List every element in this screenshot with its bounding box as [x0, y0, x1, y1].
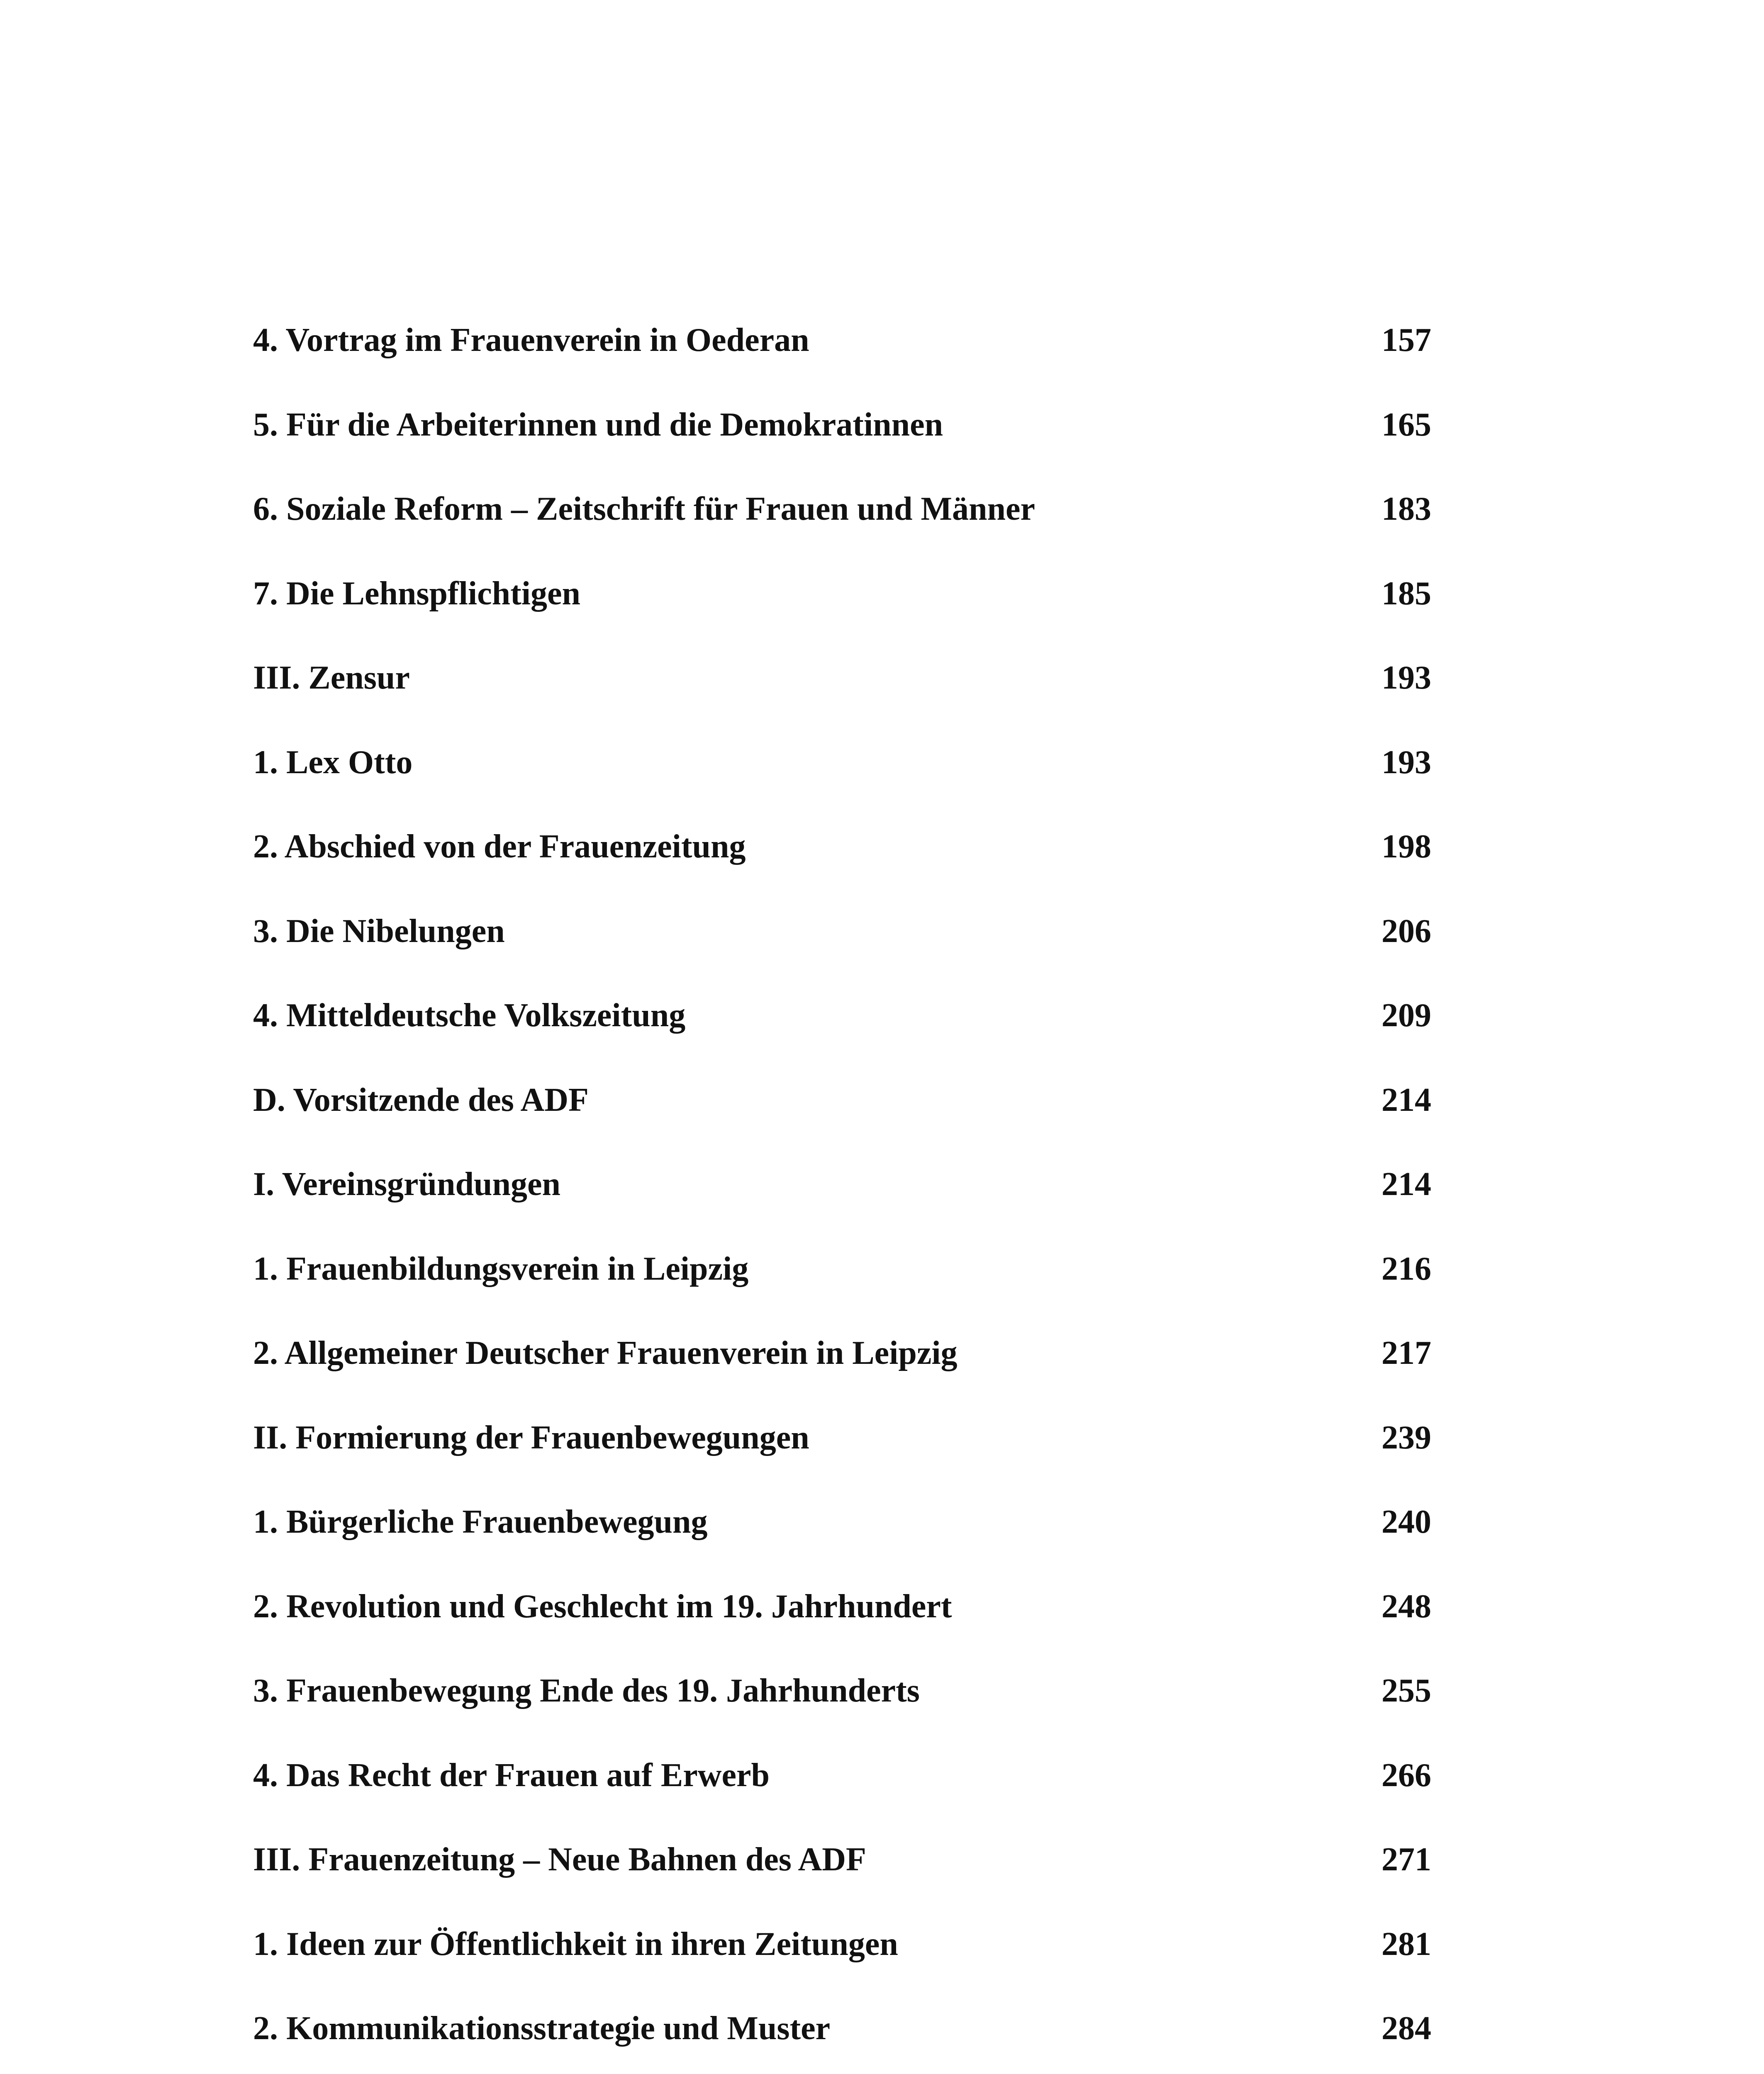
- toc-entry-title: 3. Frauenbewegung Ende des 19. Jahrhunderts: [253, 1672, 920, 1709]
- toc-entry-title: 3. Die Nibelungen: [253, 913, 505, 949]
- toc-entry: [253, 1573, 1431, 1658]
- toc-entry-title: 2. Kommunikationsstrategie und Muster: [253, 2010, 831, 2047]
- toc-entry: [253, 392, 1431, 476]
- toc-entry-title: 1. Lex Otto: [253, 744, 413, 781]
- toc-entry-page: 185: [1381, 575, 1431, 612]
- toc-entry: [253, 1236, 1431, 1320]
- toc-entry-title: 2. Abschied von der Frauenzeitung: [253, 828, 746, 865]
- toc-entry-title: 1. Bürgerliche Frauenbewegung: [253, 1504, 708, 1540]
- toc-entry-page: 255: [1381, 1672, 1431, 1709]
- toc-entry-page: 216: [1381, 1250, 1431, 1287]
- toc-entry: [253, 1826, 1431, 1911]
- toc-entry: [253, 1489, 1431, 1573]
- toc-entry-page: 157: [1381, 322, 1431, 358]
- toc-entry-page: 239: [1381, 1419, 1431, 1456]
- toc-entry-page: 193: [1381, 744, 1431, 781]
- toc-entry-title: D. Vorsitzende des ADF: [253, 1081, 589, 1118]
- toc-entry-title: 4. Das Recht der Frauen auf Erwerb: [253, 1757, 770, 1794]
- toc-entry-title: 7. Die Lehnspflichtigen: [253, 575, 580, 612]
- toc-entry-page: 198: [1381, 828, 1431, 865]
- toc-entry-page: 240: [1381, 1504, 1431, 1540]
- toc-entry: [253, 898, 1431, 983]
- toc-entry-page: 266: [1381, 1757, 1431, 1794]
- toc-entry: [253, 1405, 1431, 1489]
- toc-entry-page: 271: [1381, 1841, 1431, 1878]
- toc-entry: [253, 307, 1431, 392]
- toc-entry-page: 165: [1381, 406, 1431, 443]
- toc-entry-title: 1. Ideen zur Öffentlichkeit in ihren Zeitungen: [253, 1926, 898, 1962]
- toc-entry: [253, 560, 1431, 645]
- toc-entry-title: 4. Vortrag im Frauenverein in Oederan: [253, 322, 809, 358]
- toc-entry-page: 206: [1381, 913, 1431, 949]
- toc-entry: [253, 645, 1431, 729]
- toc-entry: [253, 1067, 1431, 1151]
- toc-entry-page: 281: [1381, 1926, 1431, 1962]
- toc-entry-page: 209: [1381, 997, 1431, 1034]
- toc-entry-page: 284: [1381, 2010, 1431, 2047]
- toc-entry: [253, 1995, 1431, 2074]
- toc-entry: [253, 1658, 1431, 1742]
- toc-entry-title: III. Frauenzeitung – Neue Bahnen des ADF: [253, 1841, 866, 1878]
- toc-entry: [253, 982, 1431, 1067]
- toc-entry: [253, 813, 1431, 898]
- toc-entry-page: 183: [1381, 491, 1431, 527]
- toc-entry-title: 6. Soziale Reform – Zeitschrift für Frauen und Männer: [253, 491, 1035, 527]
- toc-entry: [253, 729, 1431, 814]
- toc-entry: [253, 1320, 1431, 1405]
- toc-entry: [253, 476, 1431, 560]
- toc-entry-title: I. Vereinsgründungen: [253, 1166, 561, 1203]
- toc-entry-title: 1. Frauenbildungsverein in Leipzig: [253, 1250, 749, 1287]
- toc-entry-page: 248: [1381, 1588, 1431, 1625]
- toc-entry-page: 193: [1381, 660, 1431, 696]
- toc-entry-page: 214: [1381, 1081, 1431, 1118]
- toc-entry-title: 5. Für die Arbeiterinnen und die Demokratinnen: [253, 406, 943, 443]
- toc-entry: [253, 1742, 1431, 1827]
- toc-entry-title: II. Formierung der Frauenbewegungen: [253, 1419, 809, 1456]
- toc-entry-page: 214: [1381, 1166, 1431, 1203]
- toc-entry-page: 217: [1381, 1335, 1431, 1371]
- toc-entry: [253, 1151, 1431, 1236]
- toc-entry-title: 2. Revolution und Geschlecht im 19. Jahrhundert: [253, 1588, 952, 1625]
- toc-entry-title: 2. Allgemeiner Deutscher Frauenverein in Leipzig: [253, 1335, 958, 1371]
- toc-entry-title: 4. Mitteldeutsche Volkszeitung: [253, 997, 686, 1034]
- toc-entry-title: III. Zensur: [253, 660, 410, 696]
- toc-entry: [253, 1911, 1431, 1996]
- table-of-contents: [253, 307, 1431, 2074]
